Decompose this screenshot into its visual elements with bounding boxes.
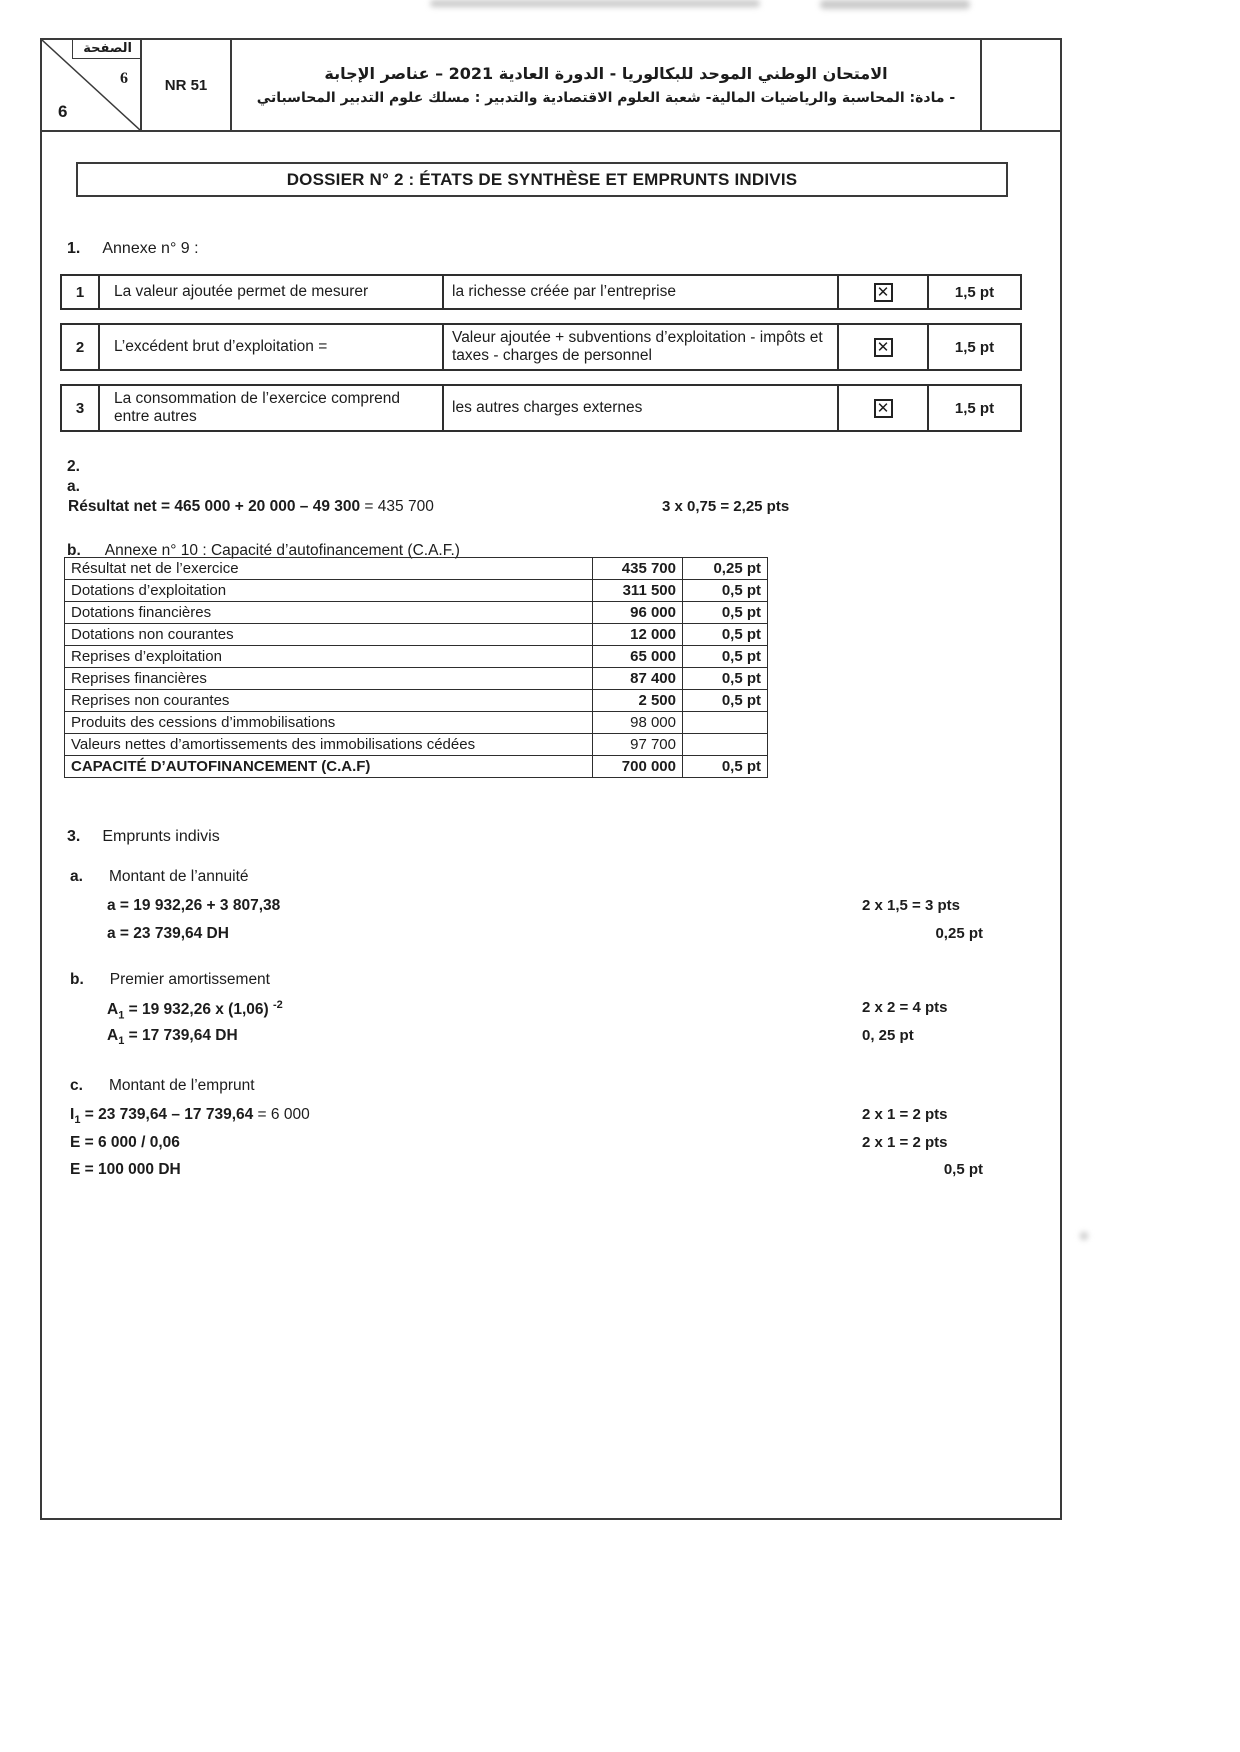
section3c-title: Montant de l’emprunt [108, 1077, 255, 1094]
checkbox-checked-icon: ✕ [874, 283, 893, 302]
caf-value: 700 000 [593, 756, 683, 778]
points-value: 0,25 pt [935, 925, 983, 942]
section1-title: Annexe n° 9 : [102, 240, 199, 257]
points-value: 2 x 2 = 4 pts [862, 999, 948, 1016]
emprunt-formula-1 [70, 1106, 310, 1126]
row-points: 1,5 pt [954, 283, 995, 301]
caf-value: 96 000 [593, 602, 683, 624]
page-number-box [42, 40, 142, 130]
caf-points: 0,5 pt [683, 646, 768, 668]
caf-label: CAPACITÉ D’AUTOFINANCEMENT (C.A.F) [65, 756, 593, 778]
exam-header-text [232, 40, 980, 130]
caf-table [64, 557, 768, 778]
caf-value: 97 700 [593, 734, 683, 756]
section3b-heading [70, 971, 270, 989]
points-value: 2 x 1 = 2 pts [862, 1106, 948, 1123]
table-row [65, 646, 768, 668]
formula-bold: = 23 739,64 – 17 739,64 [80, 1106, 254, 1123]
caf-points [683, 734, 768, 756]
row-right-text: les autres charges externes [444, 386, 839, 430]
variable-name: A [107, 1027, 119, 1044]
section3c-label: c. [70, 1077, 83, 1094]
checkbox-checked-icon: ✕ [874, 338, 893, 357]
scan-artifact [820, 0, 970, 9]
section3b-label: b. [70, 971, 84, 988]
variable-subscript: 1 [74, 1114, 81, 1127]
caf-label: Reprises d’exploitation [65, 646, 593, 668]
annexe9-row [60, 274, 1022, 310]
emprunt-formula-3: E = 100 000 DH [70, 1161, 181, 1178]
caf-points: 0,5 pt [683, 580, 768, 602]
formula-body: = 19 932,26 x (1,06) [124, 1001, 273, 1019]
page-number-top: 6 [120, 70, 128, 87]
caf-points: 0,5 pt [683, 602, 768, 624]
section3c-heading [70, 1077, 255, 1095]
caf-value: 311 500 [593, 580, 683, 602]
points-value: 0,5 pt [943, 1161, 983, 1178]
row-number: 3 [62, 386, 100, 430]
exam-subject-arabic: - مادة: المحاسبة والرياضيات المالية- شعبة العلوم الاقتصادية والتدبير : مسلك علوم التدبير المحاسباتي [256, 90, 956, 106]
dossier-title-box [76, 162, 1008, 197]
formula-normal: = 435 700 [360, 498, 434, 515]
exam-title-arabic: الامتحان الوطني الموحد للبكالوريا - الدورة العادية 2021 – عناصر الإجابة [324, 64, 888, 83]
annexe9-row [60, 323, 1022, 371]
annuite-formula-1: a = 19 932,26 + 3 807,38 [107, 897, 281, 914]
variable-subscript: 1 [118, 1035, 125, 1048]
header [42, 40, 1060, 132]
caf-points: 0,5 pt [683, 668, 768, 690]
variable-subscript: 1 [118, 1009, 125, 1022]
emprunt-formula-2: E = 6 000 / 0,06 [70, 1134, 180, 1151]
caf-total-row [65, 756, 768, 778]
caf-points: 0,5 pt [683, 756, 768, 778]
caf-points: 0,25 pt [683, 558, 768, 580]
section1-number: 1. [67, 240, 81, 257]
section3-title: Emprunts indivis [102, 828, 220, 845]
checkbox-checked-icon: ✕ [874, 399, 893, 418]
table-row [65, 690, 768, 712]
caf-points: 0,5 pt [683, 624, 768, 646]
points-value: 3 x 0,75 = 2,25 pts [662, 498, 790, 515]
exponent: -2 [272, 999, 283, 1011]
scan-artifact [430, 0, 760, 7]
row-points: 1,5 pt [954, 399, 995, 417]
section3a-heading [70, 868, 249, 886]
header-empty-cell [980, 40, 1060, 130]
amortissement-formula-1 [107, 999, 283, 1021]
row-check-cell [839, 276, 929, 308]
section2-number: 2. [67, 458, 80, 475]
row-right-text: la richesse créée par l’entreprise [444, 276, 839, 308]
row-number: 1 [62, 276, 100, 308]
resultat-net-formula [68, 498, 434, 516]
section3-heading [67, 828, 220, 846]
caf-value: 98 000 [593, 712, 683, 734]
page-number-bottom: 6 [58, 102, 68, 121]
caf-value: 65 000 [593, 646, 683, 668]
variable-name: A [107, 1001, 119, 1019]
row-left-text: La consommation de l’exercice comprend entre autres [100, 386, 444, 430]
variable-name: I [70, 1106, 75, 1123]
caf-value: 87 400 [593, 668, 683, 690]
page-label: الصفحة [72, 40, 140, 59]
row-left-text: La valeur ajoutée permet de mesurer [100, 276, 444, 308]
table-row [65, 668, 768, 690]
caf-label: Dotations financières [65, 602, 593, 624]
points-value: 0, 25 pt [862, 1027, 914, 1044]
row-check-cell [839, 386, 929, 430]
annuite-formula-2: a = 23 739,64 DH [107, 925, 229, 942]
row-number: 2 [62, 325, 100, 369]
table-row [65, 734, 768, 756]
caf-label: Valeurs nettes d’amortissements des immobilisations cédées [65, 734, 593, 756]
points-value: 2 x 1,5 = 3 pts [862, 897, 960, 914]
section1-heading [67, 240, 199, 258]
caf-value: 12 000 [593, 624, 683, 646]
section2b-label: b. [67, 542, 81, 559]
exam-code: NR 51 [142, 40, 232, 130]
table-row [65, 580, 768, 602]
table-row [65, 602, 768, 624]
section3b-title: Premier amortissement [109, 971, 270, 988]
annexe9-row [60, 384, 1022, 432]
dossier-title: DOSSIER N° 2 : ÉTATS DE SYNTHÈSE ET EMPRUNTS INDIVIS [286, 169, 798, 189]
amortissement-formula-2 [107, 1027, 238, 1047]
points-value: 2 x 1 = 2 pts [862, 1134, 948, 1151]
caf-label: Produits des cessions d’immobilisations [65, 712, 593, 734]
row-points: 1,5 pt [954, 338, 995, 356]
caf-label: Résultat net de l’exercice [65, 558, 593, 580]
caf-label: Dotations non courantes [65, 624, 593, 646]
caf-label: Reprises financières [65, 668, 593, 690]
row-right-text: Valeur ajoutée + subventions d’exploitation - impôts et taxes - charges de personnel [444, 325, 839, 369]
table-row [65, 712, 768, 734]
formula-bold: Résultat net = 465 000 + 20 000 – 49 300 [68, 498, 361, 515]
section3-number: 3. [67, 828, 81, 845]
scan-artifact [1080, 1232, 1088, 1240]
caf-points [683, 712, 768, 734]
table-row [65, 558, 768, 580]
section2b-title: Annexe n° 10 : Capacité d’autofinancement (C.A.F.) [104, 542, 460, 559]
formula-body: = 17 739,64 DH [124, 1027, 238, 1044]
caf-label: Dotations d’exploitation [65, 580, 593, 602]
content-frame [40, 38, 1062, 1520]
section3a-title: Montant de l’annuité [108, 868, 249, 885]
formula-normal: = 6 000 [253, 1106, 310, 1123]
caf-value: 2 500 [593, 690, 683, 712]
caf-value: 435 700 [593, 558, 683, 580]
caf-label: Reprises non courantes [65, 690, 593, 712]
section3a-label: a. [70, 868, 83, 885]
section2a-label: a. [67, 478, 80, 495]
table-row [65, 624, 768, 646]
row-check-cell [839, 325, 929, 369]
row-left-text: L’excédent brut d’exploitation = [100, 325, 444, 369]
caf-points: 0,5 pt [683, 690, 768, 712]
